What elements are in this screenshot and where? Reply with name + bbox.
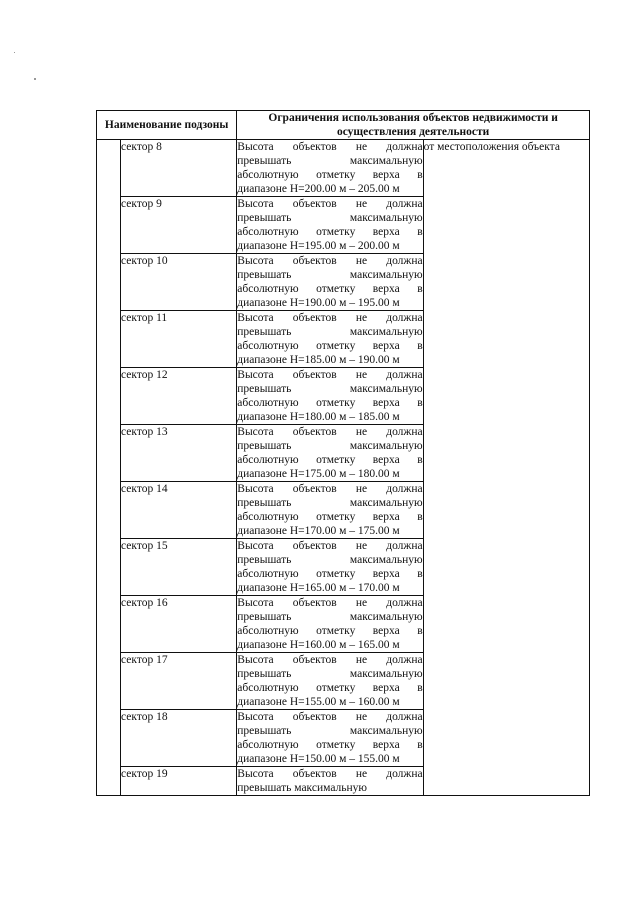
location-note: от местоположения объекта	[423, 140, 589, 796]
restriction-line: абсолютную отметку верха в	[237, 682, 423, 694]
restriction-line: абсолютную отметку верха в	[237, 739, 423, 751]
restriction-line: диапазоне Н=170.00 м – 175.00 м	[237, 525, 400, 537]
restriction-line: превышать максимальную	[237, 383, 423, 395]
header-restrictions: Ограничения использования объектов недвижимости и осуществления деятельности	[237, 111, 590, 140]
scan-speck	[34, 78, 36, 80]
restriction-line: превышать максимальную	[237, 554, 423, 566]
height-restriction-text	[237, 596, 423, 653]
header-subzone-name: Наименование подзоны	[97, 111, 237, 140]
sector-name: сектор 9	[121, 197, 237, 254]
sector-name: сектор 17	[121, 653, 237, 710]
restriction-line: абсолютную отметку верха в	[237, 454, 423, 466]
restriction-line: Высота объектов не должна	[237, 711, 423, 723]
restriction-line: Высота объектов не должна	[237, 768, 423, 780]
restriction-line: превышать максимальную	[237, 782, 367, 794]
restriction-line: превышать максимальную	[237, 269, 423, 281]
restriction-line: Высота объектов не должна	[237, 312, 423, 324]
table-body	[97, 140, 590, 796]
sector-name: сектор 12	[121, 368, 237, 425]
height-restriction-text	[237, 197, 423, 254]
restriction-line: Высота объектов не должна	[237, 255, 423, 267]
restriction-line: превышать максимальную	[237, 326, 423, 338]
height-restriction-text	[237, 653, 423, 710]
sector-name: сектор 10	[121, 254, 237, 311]
restriction-line: диапазоне Н=200.00 м – 205.00 м	[237, 183, 400, 195]
height-restriction-text	[237, 539, 423, 596]
restriction-line: абсолютную отметку верха в	[237, 283, 423, 295]
restriction-line: диапазоне Н=195.00 м – 200.00 м	[237, 240, 400, 252]
height-restriction-text	[237, 425, 423, 482]
sector-name: сектор 14	[121, 482, 237, 539]
restriction-line: абсолютную отметку верха в	[237, 625, 423, 637]
empty-merged-cell	[97, 140, 121, 796]
restriction-line: диапазоне Н=150.00 м – 155.00 м	[237, 753, 400, 765]
sector-name: сектор 15	[121, 539, 237, 596]
restriction-line: превышать максимальную	[237, 440, 423, 452]
restriction-line: Высота объектов не должна	[237, 540, 423, 552]
sector-name: сектор 13	[121, 425, 237, 482]
scan-speck	[14, 52, 15, 53]
height-restriction-text	[237, 767, 423, 796]
restriction-line: абсолютную отметку верха в	[237, 397, 423, 409]
height-restriction-text	[237, 482, 423, 539]
restriction-line: диапазоне Н=180.00 м – 185.00 м	[237, 411, 400, 423]
restriction-line: абсолютную отметку верха в	[237, 226, 423, 238]
restriction-line: Высота объектов не должна	[237, 141, 423, 153]
restriction-line: диапазоне Н=190.00 м – 195.00 м	[237, 297, 400, 309]
table-row	[97, 140, 590, 197]
restriction-line: Высота объектов не должна	[237, 483, 423, 495]
restriction-line: абсолютную отметку верха в	[237, 169, 423, 181]
restriction-line: Высота объектов не должна	[237, 654, 423, 666]
height-restriction-text	[237, 140, 423, 197]
restriction-line: превышать максимальную	[237, 668, 423, 680]
restriction-line: абсолютную отметку верха в	[237, 511, 423, 523]
height-restriction-text	[237, 311, 423, 368]
sector-name: сектор 8	[121, 140, 237, 197]
restriction-line: Высота объектов не должна	[237, 369, 423, 381]
restriction-line: диапазоне Н=155.00 м – 160.00 м	[237, 696, 400, 708]
sector-name: сектор 11	[121, 311, 237, 368]
height-restriction-text	[237, 710, 423, 767]
restriction-line: диапазоне Н=175.00 м – 180.00 м	[237, 468, 400, 480]
table-header-row	[97, 111, 590, 140]
height-restriction-text	[237, 368, 423, 425]
sector-name: сектор 18	[121, 710, 237, 767]
height-restriction-text	[237, 254, 423, 311]
restriction-line: Высота объектов не должна	[237, 198, 423, 210]
restrictions-table	[96, 110, 590, 796]
restriction-line: диапазоне Н=160.00 м – 165.00 м	[237, 639, 400, 651]
restriction-line: Высота объектов не должна	[237, 597, 423, 609]
sector-name: сектор 16	[121, 596, 237, 653]
restriction-line: абсолютную отметку верха в	[237, 340, 423, 352]
restriction-line: Высота объектов не должна	[237, 426, 423, 438]
restriction-line: диапазоне Н=185.00 м – 190.00 м	[237, 354, 400, 366]
restriction-line: превышать максимальную	[237, 611, 423, 623]
restriction-line: абсолютную отметку верха в	[237, 568, 423, 580]
restriction-line: диапазоне Н=165.00 м – 170.00 м	[237, 582, 400, 594]
restriction-line: превышать максимальную	[237, 497, 423, 509]
restriction-line: превышать максимальную	[237, 155, 423, 167]
sector-name: сектор 19	[121, 767, 237, 796]
restriction-line: превышать максимальную	[237, 212, 423, 224]
restriction-line: превышать максимальную	[237, 725, 423, 737]
